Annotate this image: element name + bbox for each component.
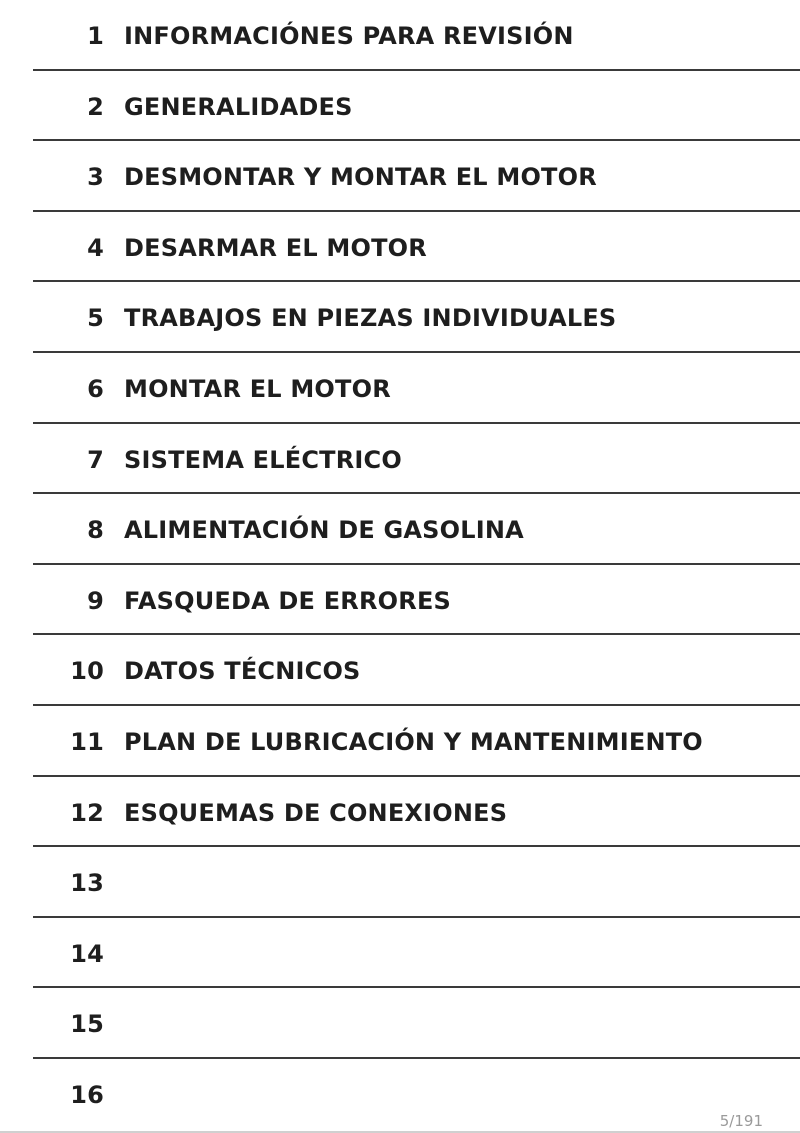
toc-entry-title: ALIMENTACIÓN DE GASOLINA	[124, 516, 524, 545]
toc-entry-16[interactable]	[0, 1059, 800, 1130]
toc-entry-number: 6	[87, 374, 104, 403]
toc-entry-title: ESQUEMAS DE CONEXIONES	[124, 798, 508, 827]
toc-entry-title: TRABAJOS EN PIEZAS INDIVIDUALES	[124, 304, 617, 333]
toc-entry-title: INFORMACIÓNES PARA REVISIÓN	[124, 22, 574, 50]
toc-entry-title: GENERALIDADES	[124, 92, 353, 121]
toc-entry-number: 9	[87, 586, 104, 615]
toc-entry-9[interactable]	[0, 565, 800, 636]
toc-entry-number: 13	[70, 869, 104, 898]
toc-entry-number: 4	[87, 233, 104, 262]
toc-entry-number: 16	[70, 1080, 104, 1109]
toc-entry-number: 3	[87, 163, 104, 192]
toc-entry-7[interactable]	[0, 424, 800, 495]
toc-entry-6[interactable]	[0, 353, 800, 424]
toc-entry-4[interactable]	[0, 212, 800, 283]
toc-entry-title: DESMONTAR Y MONTAR EL MOTOR	[124, 163, 597, 192]
toc-entry-number: 11	[70, 727, 104, 756]
toc-entry-title: MONTAR EL MOTOR	[124, 374, 391, 403]
toc-entry-13[interactable]	[0, 847, 800, 918]
toc-entry-15[interactable]	[0, 988, 800, 1059]
toc-entry-8[interactable]	[0, 494, 800, 565]
toc-entry-title: PLAN DE LUBRICACIÓN Y MANTENIMIENTO	[124, 727, 703, 756]
toc-entry-title: DATOS TÉCNICOS	[124, 657, 361, 686]
toc-entry-number: 5	[87, 304, 104, 333]
toc-entry-12[interactable]	[0, 777, 800, 848]
toc-entry-11[interactable]	[0, 706, 800, 777]
toc-entry-1[interactable]	[0, 0, 800, 71]
toc-entry-5[interactable]	[0, 282, 800, 353]
toc-entry-number: 1	[87, 22, 104, 50]
toc-entry-title: DESARMAR EL MOTOR	[124, 233, 427, 262]
toc-entry-3[interactable]	[0, 141, 800, 212]
toc-entry-number: 2	[87, 92, 104, 121]
toc-entry-title: FASQUEDA DE ERRORES	[124, 586, 452, 615]
toc-entry-2[interactable]	[0, 71, 800, 142]
toc-entry-number: 14	[70, 939, 104, 968]
toc-entry-number: 12	[70, 798, 104, 827]
toc-entry-number: 7	[87, 445, 104, 474]
toc-entry-number: 8	[87, 516, 104, 545]
toc-entry-number: 10	[70, 657, 104, 686]
toc-entry-number: 15	[70, 1010, 104, 1039]
page-indicator: 5/191	[719, 1112, 763, 1130]
toc-entry-title: SISTEMA ELÉCTRICO	[124, 445, 402, 474]
toc-entry-10[interactable]	[0, 635, 800, 706]
toc-entry-14[interactable]	[0, 918, 800, 989]
